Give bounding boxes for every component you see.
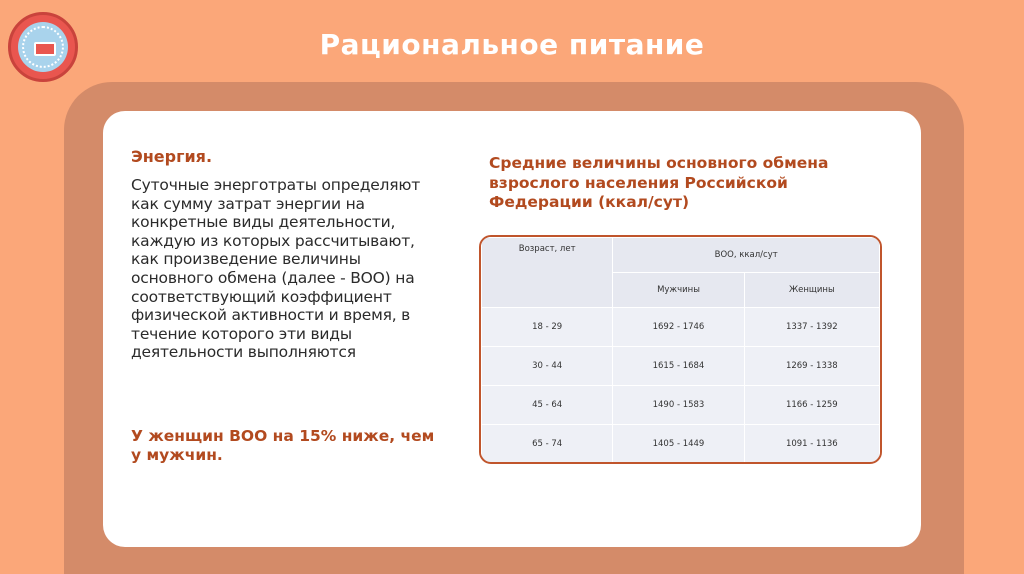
voo-table — [481, 237, 880, 464]
header-men: Мужчины — [613, 273, 744, 308]
table-empty-row — [482, 464, 880, 465]
voo-table-container — [479, 235, 882, 464]
empty-cell — [613, 464, 744, 465]
empty-cell — [744, 464, 879, 465]
cell-age: 45 - 64 — [482, 386, 613, 425]
cell-women: 1091 - 1136 — [744, 425, 879, 464]
cell-women: 1269 - 1338 — [744, 347, 879, 386]
slide-title: Рациональное питание — [319, 28, 705, 61]
table-title: Средние величины основного обмена взрослого населения Российской Федерации (ккал/сут) — [489, 154, 829, 211]
cell-age: 18 - 29 — [482, 308, 613, 347]
cell-women: 1337 - 1392 — [744, 308, 879, 347]
table-row — [482, 347, 880, 386]
header-voo: ВОО, ккал/сут — [613, 238, 880, 273]
table-row — [482, 308, 880, 347]
table-row — [482, 386, 880, 425]
energy-highlight-text: У женщин ВОО на 15% ниже, чем у мужчин. — [131, 427, 435, 464]
table-row — [482, 425, 880, 464]
cell-age: 30 - 44 — [482, 347, 613, 386]
empty-cell — [482, 464, 613, 465]
cell-men: 1615 - 1684 — [613, 347, 744, 386]
cell-age: 65 - 74 — [482, 425, 613, 464]
cell-men: 1405 - 1449 — [613, 425, 744, 464]
header-age: Возраст, лет — [482, 238, 613, 308]
energy-body-text: Суточные энерготраты определяют как сумму затрат энергии на конкретные виды деятельности, каждую из которых рассчитывают, как произведение величины основного обмена (далее - ВОО) на соответствующий коэффициент физической активности и время, в течение которого эти виды деятельности выполняются — [131, 176, 421, 362]
energy-heading: Энергия. — [131, 147, 213, 166]
cell-men: 1692 - 1746 — [613, 308, 744, 347]
header-women: Женщины — [744, 273, 879, 308]
cell-women: 1166 - 1259 — [744, 386, 879, 425]
cell-men: 1490 - 1583 — [613, 386, 744, 425]
